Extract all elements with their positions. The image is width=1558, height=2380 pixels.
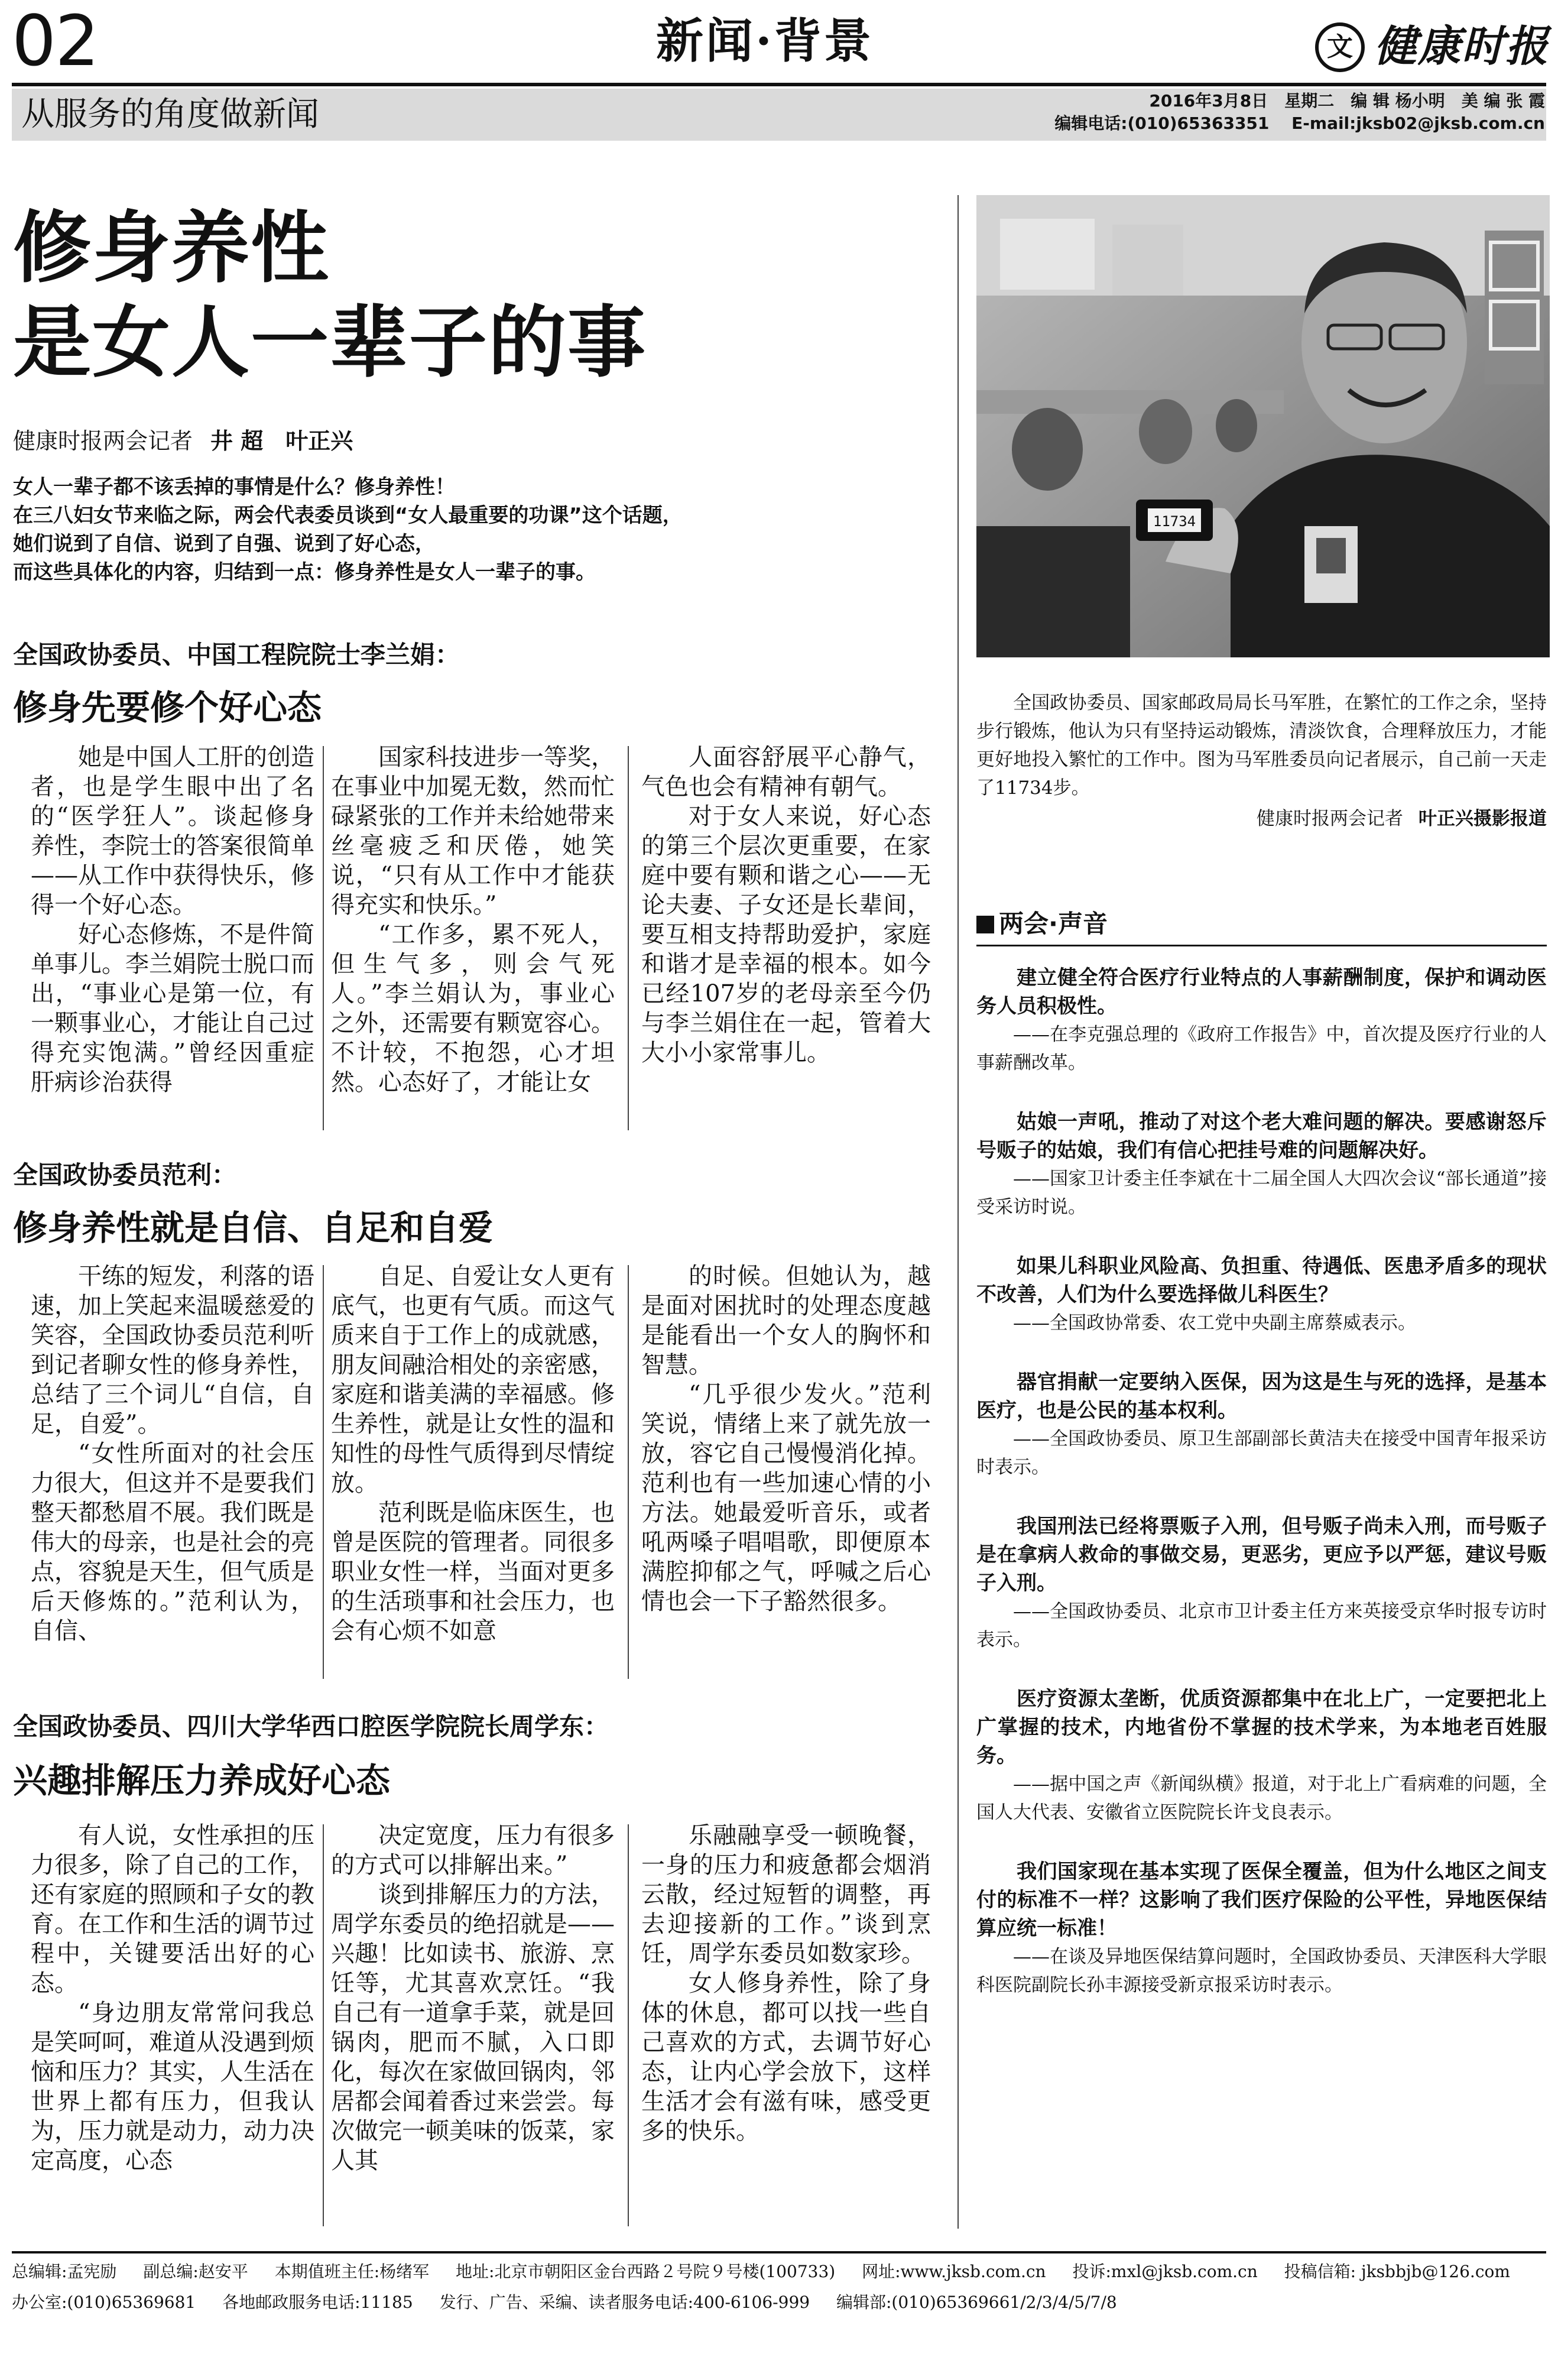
voice-quote: 器官捐献一定要纳入医保，因为这是生与死的选择，是基本医疗，也是公民的基本权利。 — [976, 1370, 1547, 1422]
section-2-col-2 — [331, 1262, 615, 1646]
byline-names: 井 超 叶正兴 — [210, 428, 353, 454]
footer-rule — [12, 2251, 1546, 2253]
date-line: 2016年3月8日 星期二 编 辑 杨小明 美 编 张 霞 — [1149, 91, 1545, 111]
news-photo — [976, 195, 1550, 657]
voice-source: ——在谈及异地医保结算问题时，全国政协委员、天津医科大学眼科医院副院长孙丰源接受新京报采访时表示。 — [976, 1946, 1547, 1996]
voice-source: ——据中国之声《新闻纵横》报道，对于北上广看病难的问题，全国人大代表、安徽省立医院院长许戈良表示。 — [976, 1773, 1547, 1823]
footer-item: 投诉:mxl@jksb.com.cn — [1072, 2262, 1258, 2281]
voice-item — [976, 1685, 1547, 1827]
paragraph: 干练的短发，利落的语速，加上笑起来温暖慈爱的笑容，全国政协委员范利听到记者聊女性的修身养性，总结了三个词儿“自信，自足，自爱”。 — [31, 1263, 314, 1438]
photo-credit — [976, 805, 1547, 833]
credit-name: 叶正兴摄影报道 — [1419, 808, 1547, 829]
voices-rule — [976, 945, 1547, 946]
footer-item: 编辑部:(010)65369661/2/3/4/5/7/8 — [836, 2293, 1117, 2312]
header-info — [1054, 90, 1545, 135]
voice-source: ——国家卫计委主任李斌在十二届全国人大四次会议“部长通道”接受采访时说。 — [976, 1168, 1547, 1218]
voice-quote: 建立健全符合医疗行业特点的人事薪酬制度，保护和调动医务人员积极性。 — [976, 966, 1547, 1018]
sidebar-divider — [957, 195, 959, 2229]
pedometer-reading: 11734 — [1153, 513, 1196, 530]
header-rule — [12, 83, 1546, 86]
column-divider — [628, 1824, 629, 2226]
column-divider — [628, 746, 629, 1130]
paragraph: “身边朋友常常问我总是笑呵呵，难道从没遇到烦恼和压力？其实，人生活在世界上都有压力，但我认为，压力就是动力，动力决定高度，心态 — [31, 1999, 314, 2174]
column-divider — [323, 1824, 324, 2226]
paragraph: 女人修身养性，除了身体的休息，都可以找一些自己喜欢的方式，去调节好心态，让内心学会放下，这样生活才会有滋有味，感受更多的快乐。 — [641, 1970, 931, 2145]
paragraph: 自足、自爱让女人更有底气，也更有气质。而这气质来自于工作上的成就感，朋友间融洽相处的亲密感，家庭和谐美满的幸福感。修生养性，就是让女性的温和知性的母性气质得到尽情绽放。 — [331, 1263, 615, 1497]
section-1-title: 修身先要修个好心态 — [13, 688, 322, 728]
byline — [13, 424, 353, 458]
caption-text: 全国政协委员、国家邮政局局长马军胜，在繁忙的工作之余，坚持步行锻炼，他认为只有坚持运动锻炼，清淡饮食，合理释放压力，才能更好地投入繁忙的工作中。图为马军胜委员向记者展示，自己前一天走了11734步。 — [976, 692, 1547, 799]
section-3-title: 兴趣排解压力养成好心态 — [13, 1760, 391, 1801]
footer-item: 投稿信箱: jksbbjb@126.com — [1284, 2262, 1510, 2281]
section-3-col-3 — [641, 1821, 931, 2146]
footer-item: 地址:北京市朝阳区金台西路２号院９号楼(100733) — [456, 2262, 836, 2281]
voices-list — [976, 964, 1547, 2030]
section-1-col-1 — [31, 742, 314, 1097]
section-1-col-3 — [641, 742, 931, 1068]
voice-quote: 我国刑法已经将票贩子入刑，但号贩子尚未入刑，而号贩子是在拿病人救命的事做交易，更恶劣，更应予以严惩，建议号贩子入刑。 — [976, 1515, 1547, 1595]
voice-item — [976, 1252, 1547, 1337]
paragraph: 的时候。但她认为，越是面对困扰时的处理态度越是能看出一个女人的胸怀和智慧。 — [641, 1263, 931, 1379]
voice-item — [976, 1368, 1547, 1481]
section-title: 新闻·背景 — [656, 13, 874, 69]
byline-label: 健康时报两会记者 — [13, 428, 193, 454]
footer-line-1 — [12, 2259, 1531, 2284]
paragraph: “工作多，累不死人，但生气多，则会气死人。”李兰娟认为，事业心之外，还需要有颗宽容心。不计较，不抱怨，心才坦然。心态好了，才能让女 — [331, 921, 615, 1096]
headline-line-2: 是女人一辈子的事 — [13, 297, 647, 388]
contact-line: 编辑电话:(010)65363351 E-mail:jksb02@jksb.com.cn — [1054, 114, 1545, 133]
column-divider — [323, 1265, 324, 1679]
section-1-col-2 — [331, 742, 615, 1097]
voice-source: ——全国政协常委、农工党中央副主席蔡威表示。 — [1013, 1312, 1416, 1334]
section-3-col-1 — [31, 1821, 314, 2175]
lead-line: 在三八妇女节来临之际，两会代表委员谈到“女人最重要的功课”这个话题， — [13, 504, 683, 527]
voice-quote: 姑娘一声吼，推动了对这个老大难问题的解决。要感谢怒斥号贩子的姑娘，我们有信心把挂号难的问题解决好。 — [976, 1110, 1547, 1162]
paragraph: “几乎很少发火。”范利笑说，情绪上来了就先放一放，容它自己慢慢消化掉。范利也有一些加速心情的小方法。她最爱听音乐，或者吼两嗓子唱唱歌，即便原本满腔抑郁之气，呼喊之后心情也会一下子豁然很多。 — [641, 1381, 931, 1615]
column-divider — [323, 746, 324, 1130]
paragraph: 好心态修炼，不是件简单事儿。李兰娟院士脱口而出，“事业心是第一位，有一颗事业心，才能让自己过得充实饱满。”曾经因重症肝病诊治获得 — [31, 921, 314, 1096]
page-number: 02 — [12, 0, 99, 82]
voice-item — [976, 964, 1547, 1077]
voice-item — [976, 1857, 1547, 1999]
section-3-col-2 — [331, 1821, 615, 2175]
paragraph: 有人说，女性承担的压力很多，除了自己的工作，还有家庭的照顾和子女的教育。在工作和生活的调节过程中，关键要活出好的心态。 — [31, 1822, 314, 1997]
paragraph: 决定宽度，压力有很多的方式可以排解出来。” — [331, 1822, 615, 1879]
lead-line: 而这些具体化的内容，归结到一点：修身养性是女人一辈子的事。 — [13, 560, 596, 584]
slogan: 从服务的角度做新闻 — [21, 95, 319, 134]
section-2-col-3 — [641, 1262, 931, 1616]
square-bullet-icon — [976, 916, 994, 933]
column-divider — [628, 1265, 629, 1679]
photo-caption — [976, 689, 1547, 833]
paragraph: 人面容舒展平心静气，气色也会有精神有朝气。 — [641, 744, 931, 800]
voice-quote: 我们国家现在基本实现了医保全覆盖，但为什么地区之间支付的标准不一样？这影响了我们医疗保险的公平性，异地医保结算应统一标准！ — [976, 1860, 1547, 1940]
voices-heading-text: 两会·声音 — [999, 909, 1108, 938]
footer-item: 副总编:赵安平 — [143, 2262, 248, 2281]
section-1-kicker: 全国政协委员、中国工程院院士李兰娟： — [13, 640, 460, 669]
voice-source: ——在李克强总理的《政府工作报告》中，首次提及医疗行业的人事薪酬改革。 — [976, 1024, 1547, 1074]
voice-item — [976, 1512, 1547, 1654]
logo-name: 健康时报 — [1374, 21, 1550, 71]
paragraph: 谈到排解压力的方法，周学东委员的绝招就是——兴趣！比如读书、旅游、烹饪等，尤其喜欢烹饪。“我自己有一道拿手菜，就是回锅肉，肥而不腻，入口即化，每次在家做回锅肉，邻居都会闻着香过来尝尝。每次做完一顿美味的饭菜，家人其 — [331, 1881, 615, 2174]
logo-mark-icon: 文 — [1315, 22, 1365, 72]
headline — [13, 201, 647, 390]
section-2-col-1 — [31, 1262, 314, 1646]
footer-item: 发行、广告、采编、读者服务电话:400-6106-999 — [439, 2293, 810, 2312]
paragraph: 范利既是临床医生，也曾是医院的管理者。同很多职业女性一样，当面对更多的生活琐事和社会压力，也会有心烦不如意 — [331, 1499, 615, 1645]
paragraph: “女性所面对的社会压力很大，但这并不是要我们整天都愁眉不展。我们既是伟大的母亲，也是社会的亮点，容貌是天生，但气质是后天修炼的。”范利认为，自信、 — [31, 1440, 314, 1645]
section-3-kicker: 全国政协委员、四川大学华西口腔医学院院长周学东： — [13, 1712, 609, 1741]
voice-quote: 医疗资源太垄断，优质资源都集中在北上广，一定要把北上广掌握的技术，内地省份不掌握的技术学来，为本地老百姓服务。 — [976, 1687, 1547, 1768]
lead-line: 女人一辈子都不该丢掉的事情是什么？修身养性！ — [13, 475, 455, 499]
footer-item: 各地邮政服务电话:11185 — [222, 2293, 413, 2312]
paragraph: 乐融融享受一顿晚餐，一身的压力和疲惫都会烟消云散，经过短暂的调整，再去迎接新的工作。”谈到烹饪，周学东委员如数家珍。 — [641, 1822, 931, 1967]
headline-line-1: 修身养性 — [13, 202, 330, 294]
paragraph: 对于女人来说，好心态的第三个层次更重要，在家庭中要有颗和谐之心——无论夫妻、子女还是长辈间，要互相支持帮助爱护，家庭和谐才是幸福的根本。如今已经107岁的老母亲至今仍与李兰娟住在一起，管着大大小小家常事儿。 — [641, 803, 931, 1066]
footer-item: 办公室:(010)65369681 — [12, 2293, 196, 2312]
footer-item: 本期值班主任:杨绪军 — [274, 2262, 430, 2281]
section-2-kicker: 全国政协委员范利： — [13, 1160, 237, 1189]
paragraph: 国家科技进步一等奖，在事业中加冕无数，然而忙碌紧张的工作并未给她带来丝毫疲乏和厌倦，她笑说，“只有从工作中才能获得充实和快乐。” — [331, 744, 615, 919]
voice-item — [976, 1108, 1547, 1221]
voice-quote: 如果儿科职业风险高、负担重、待遇低、医患矛盾多的现状不改善，人们为什么要选择做儿科医生？ — [976, 1254, 1547, 1306]
footer-item: 网址:www.jksb.com.cn — [862, 2262, 1046, 2281]
newspaper-logo — [1315, 18, 1551, 77]
footer-item: 总编辑:孟宪励 — [12, 2262, 117, 2281]
credit-label: 健康时报两会记者 — [1257, 808, 1403, 829]
voices-heading — [976, 907, 1108, 941]
paragraph: 她是中国人工肝的创造者，也是学生眼中出了名的“医学狂人”。谈起修身养性，李院士的答案很简单——从工作中获得快乐，修得一个好心态。 — [31, 744, 314, 919]
section-2-title: 修身养性就是自信、自足和自爱 — [13, 1208, 494, 1248]
lead-paragraph — [13, 473, 935, 586]
footer-line-2 — [12, 2290, 1138, 2315]
lead-line: 她们说到了自信、说到了自强、说到了好心态， — [13, 532, 435, 556]
voice-source: ——全国政协委员、北京市卫计委主任方来英接受京华时报专访时表示。 — [976, 1601, 1547, 1651]
voice-source: ——全国政协委员、原卫生部副部长黄洁夫在接受中国青年报采访时表示。 — [976, 1428, 1547, 1478]
